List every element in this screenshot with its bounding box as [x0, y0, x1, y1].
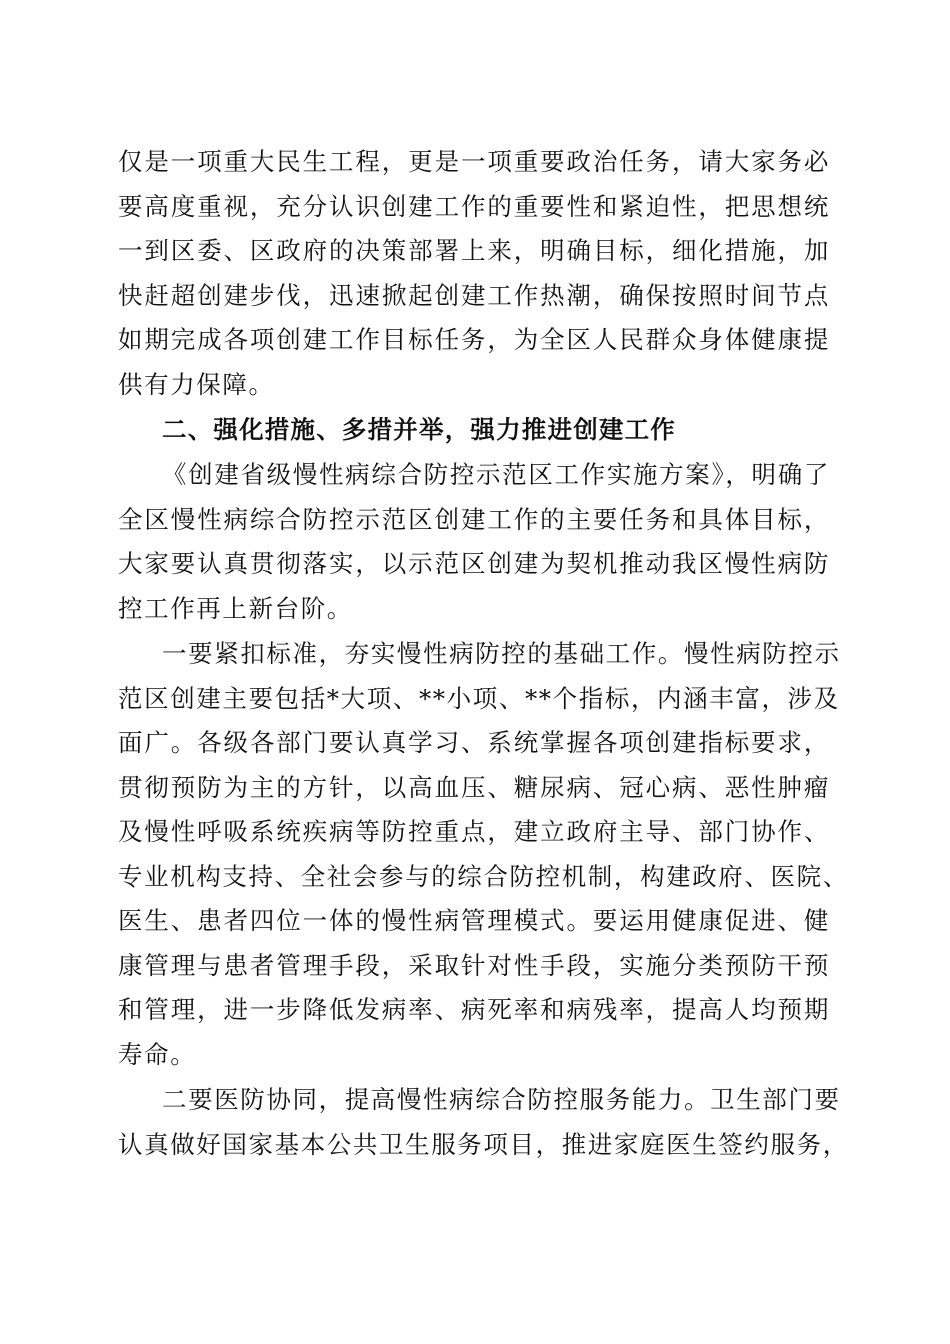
paragraph-line: 和管理，进一步降低发病率、病死率和病残率，提高人均预期: [118, 995, 830, 1024]
paragraph-line: 全区慢性病综合防控示范区创建工作的主要任务和具体目标，: [118, 504, 830, 534]
paragraph-line: 医生、患者四位一体的慢性病管理模式。要运用健康促进、健: [118, 906, 830, 935]
paragraph-line: 《创建省级慢性病综合防控示范区工作实施方案》，明确了: [162, 460, 830, 489]
paragraph-line: 康管理与患者管理手段，采取针对性手段，实施分类预防干预: [118, 950, 830, 980]
paragraph-line: 一到区委、区政府的决策部署上来，明确目标，细化措施，加: [118, 236, 830, 265]
paragraph-line: 要高度重视，充分认识创建工作的重要性和紧迫性，把思想统: [118, 191, 830, 221]
paragraph-implementation-plan: [118, 453, 830, 631]
paragraph-line: 及慢性呼吸系统疾病等防控重点，建立政府主导、部门协作、: [118, 817, 830, 846]
paragraph-line: 控工作再上新台阶。: [118, 593, 353, 623]
paragraph-line: 面广。各级各部门要认真学习、系统掌握各项创建指标要求，: [118, 728, 830, 757]
paragraph-continuation: [118, 140, 830, 407]
paragraph-line: 快赶超创建步伐，迅速掀起创建工作热潮，确保按照时间节点: [118, 280, 830, 310]
paragraph-line: 如期完成各项创建工作目标任务，为全区人民群众身体健康提: [118, 325, 830, 354]
paragraph-line: 二要医防协同，提高慢性病综合防控服务能力。卫生部门要: [162, 1085, 841, 1114]
paragraph-line: 认真做好国家基本公共卫生服务项目，推进家庭医生签约服务，: [118, 1129, 849, 1159]
section-heading: 二、强化措施、多措并举，强力推进创建工作: [162, 415, 676, 444]
paragraph-line: 贯彻预防为主的方针，以高血压、糖尿病、冠心病、恶性肿瘤: [118, 772, 830, 802]
paragraph-line: 供有力保障。: [118, 369, 275, 399]
paragraph-line: 寿命。: [118, 1039, 197, 1069]
section-heading-block: [118, 408, 830, 453]
paragraph-standards: [118, 632, 849, 1077]
paragraph-line: 专业机构支持、全社会参与的综合防控机制，构建政府、医院、: [118, 861, 849, 891]
paragraph-line: 大家要认真贯彻落实，以示范区创建为契机推动我区慢性病防: [118, 549, 830, 578]
paragraph-line: 一要紧扣标准，夯实慢性病防控的基础工作。慢性病防控示: [162, 639, 841, 668]
paragraph-medical-prevention: [118, 1078, 849, 1167]
paragraph-line: 仅是一项重大民生工程，更是一项重要政治任务，请大家务必: [118, 147, 830, 176]
paragraph-line: 范区创建主要包括*大项、**小项、**个指标，内涵丰富，涉及: [118, 683, 840, 713]
